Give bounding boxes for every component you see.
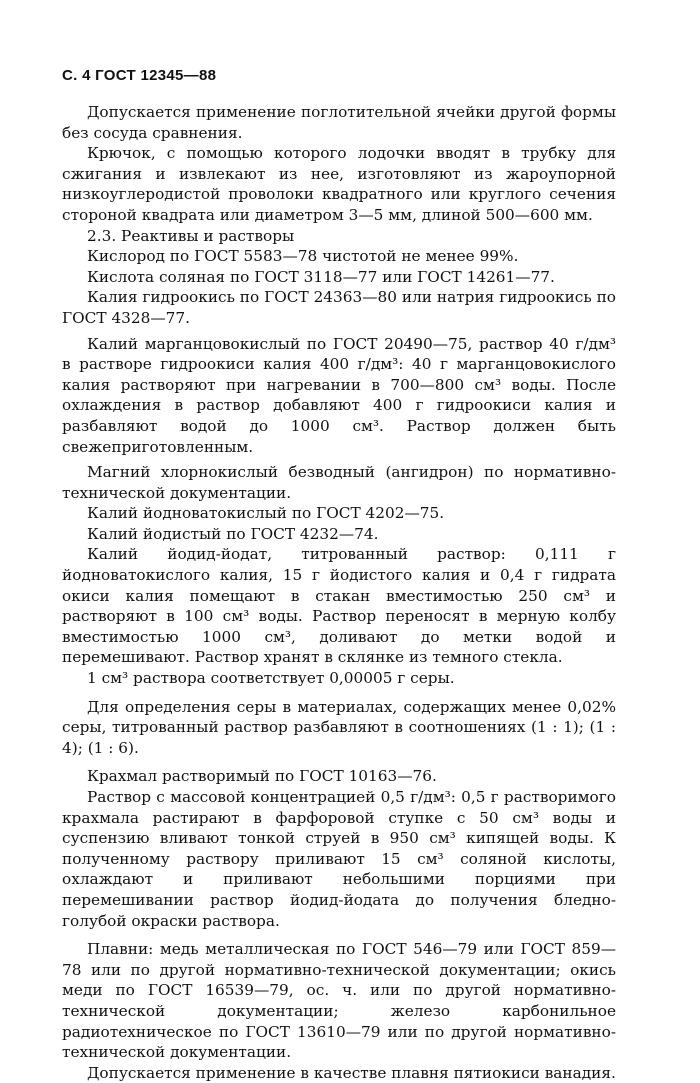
paragraph-vanadium-pentoxide: Допускается применение в качестве плавня пятиокиси ванадия.: [87, 1063, 616, 1082]
paragraph-hook: Крючок, с помощью которого лодочки вводят в трубку для сжигания и извлекают из нее, изготовляют из жароупорной низкоуглеродистой проволоки квадратного или круглого сечения стороной квадрата или диаметром 3—5 мм, длиной 500—600 мм.: [62, 144, 616, 224]
paragraph-sulfur-equivalent: 1 см³ раствора соответствует 0,00005 г серы.: [87, 669, 455, 688]
paragraph-permanganate: Калий марганцовокислый по ГОСТ 20490—75, раствор 40 г/дм³ в растворе гидроокиси калия 400 г/дм³: 40 г марганцовокислого калия растворяют при нагревании в 700—800 см³ воды. После охлаждения в раствор добавляют 400 г гидроокиси калия и разбавляют водой до 1000 см³. Раствор должен быть свежеприготовленным.: [62, 334, 616, 456]
paragraph-dilution: Для определения серы в материалах, содержащих менее 0,02% серы, титрованный раствор разбавляют в соотношениях (1 : 1); (1 : 4); (1 : 6).: [62, 697, 616, 757]
paragraph-hydrochloric-acid: Кислота соляная по ГОСТ 3118—77 или ГОСТ 14261—77.: [87, 267, 555, 286]
paragraph-hydroxide: Калия гидроокись по ГОСТ 24363—80 или натрия гидроокись по ГОСТ 4328—77.: [62, 288, 616, 327]
section-heading-reagents: 2.3. Реактивы и растворы: [87, 226, 295, 245]
paragraph-potassium-iodide: Калий йодистый по ГОСТ 4232—74.: [87, 524, 379, 543]
paragraph-oxygen: Кислород по ГОСТ 5583—78 чистотой не менее 99%.: [87, 247, 519, 266]
paragraph-iodide-iodate-solution: Калий йодид-йодат, титрованный раствор: 0,111 г йодноватокислого калия, 15 г йодистого калия и 0,4 г гидрата окиси калия помещают в стакан вместимостью 250 см³ и растворяют в 100 см³ воды. Раствор переносят в мерную колбу вместимостью 1000 см³, доливают до метки водой и перемешивают. Раствор хранят в склянке из темного стекла.: [62, 545, 616, 667]
paragraph-magnesium-perchlorate: Магний хлорнокислый безводный (ангидрон) по нормативно-технической документации.: [62, 463, 616, 502]
paragraph-starch: Крахмал растворимый по ГОСТ 10163—76.: [87, 767, 437, 786]
paragraph-alt-cell: Допускается применение поглотительной ячейки другой формы без сосуда сравнения.: [62, 103, 616, 142]
paragraph-starch-solution: Раствор с массовой концентрацией 0,5 г/дм³: 0,5 г растворимого крахмала растирают в фарфоровой ступке с 50 см³ воды и суспензию вливают тонкой струей в 950 см³ кипящей воды. К полученному раствору приливают 15 см³ соляной кислоты, охлаждают и приливают небольшими порциями при перемешивании раствор йодид-йодата до получения бледно-голубой окраски раствора.: [62, 788, 616, 930]
page-header: С. 4 ГОСТ 12345—88: [62, 67, 217, 84]
document-body: [62, 102, 616, 1083]
paragraph-fluxes: Плавни: медь металлическая по ГОСТ 546—79 или ГОСТ 859—78 или по другой нормативно-технической документации; окись меди по ГОСТ 16539—79, ос. ч. или по другой нормативно-технической документации; железо карбонильное радиотехническое по ГОСТ 13610—79 или по другой нормативно-технической документации.: [62, 940, 616, 1062]
paragraph-potassium-iodate: Калий йодноватокислый по ГОСТ 4202—75.: [87, 504, 445, 523]
